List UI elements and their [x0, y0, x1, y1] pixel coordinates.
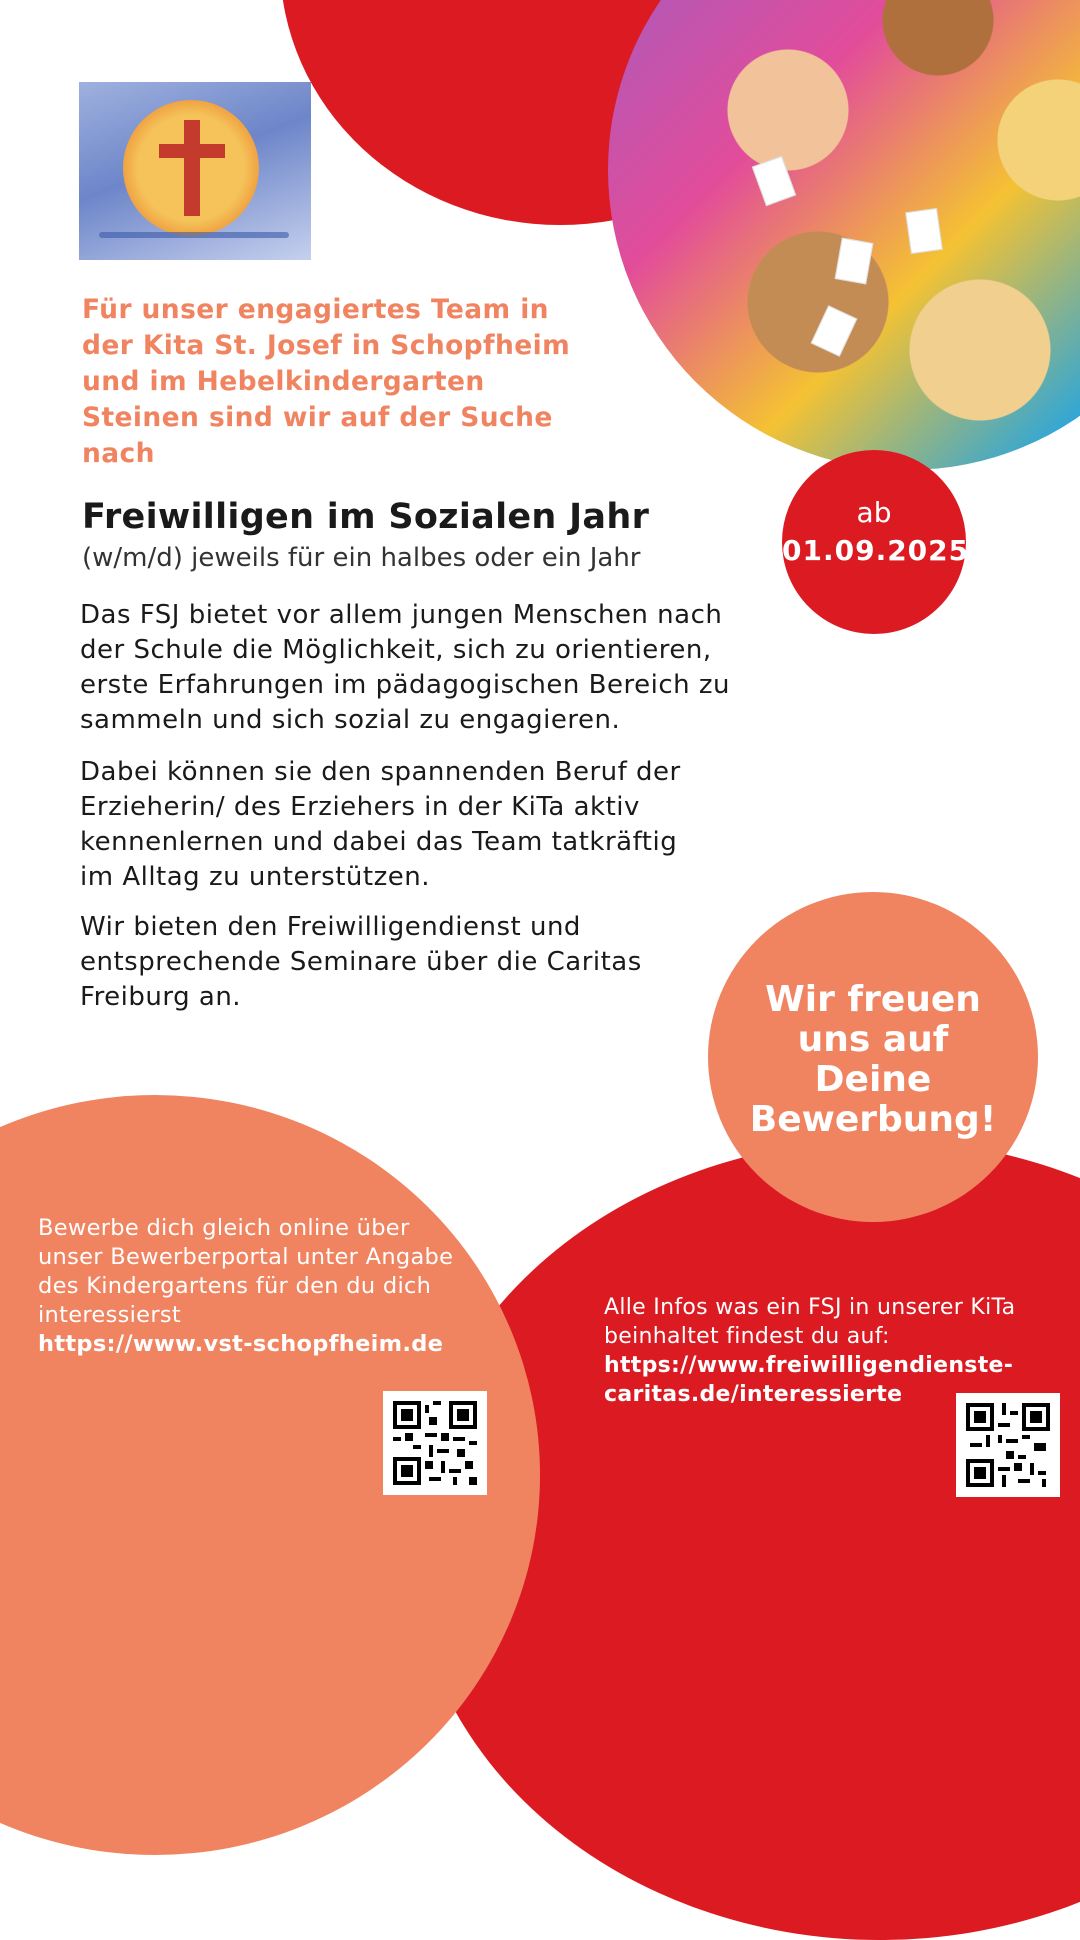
photo-card: [905, 208, 943, 254]
page-title: Freiwilligen im Sozialen Jahr: [82, 497, 650, 537]
qr-code-left-icon: [393, 1401, 477, 1485]
cta-badge: [708, 892, 1038, 1222]
photo-card: [811, 305, 858, 357]
apply-link[interactable]: https://www.vst-schopfheim.de: [38, 1331, 444, 1357]
qr-code-icon[interactable]: [383, 1391, 487, 1495]
cta-text: Wir freuen uns auf Deine Bewerbung!: [749, 979, 997, 1140]
photo-card: [835, 238, 874, 285]
paragraph-fsj: Das FSJ bietet vor allem jungen Menschen nach der Schule die Möglichkeit, sich zu orientieren, erste Erfahrungen im pädagogischen Bereich zu sammeln und sich sozial zu engagieren.: [80, 600, 730, 735]
cross-icon-bar: [159, 144, 225, 158]
photo-card: [752, 156, 796, 206]
subtitle: (w/m/d) jeweils für ein halbes oder ein Jahr: [82, 543, 641, 573]
paragraph-caritas: Wir bieten den Freiwilligendienst und entsprechende Seminare über die Caritas Freiburg an.: [80, 912, 642, 1012]
qr-code-icon[interactable]: [956, 1393, 1060, 1497]
info-link[interactable]: https://www.freiwilligendienste- caritas.de/interessierte: [604, 1353, 1014, 1407]
children-photo: [608, 0, 1080, 470]
info-text: Alle Infos was ein FSJ in unserer KiTa beinhaltet findest du auf:: [604, 1295, 1016, 1349]
qr-code-right-icon: [966, 1403, 1050, 1487]
intro-text: Für unser engagiertes Team in der Kita St. Josef in Schopfheim und im Hebelkindergarten Steinen sind wir auf der Suche nach: [82, 294, 571, 469]
info-block: [604, 1293, 1064, 1409]
start-date-prefix: ab: [856, 496, 892, 529]
logo-ground-line: [99, 232, 289, 238]
apply-block: [38, 1214, 478, 1359]
paragraph-erzieher: Dabei können sie den spannenden Beruf der Erzieherin/ des Erziehers in der KiTa aktiv kennenlernen und dabei das Team tatkräftig im Alltag zu unterstützen.: [80, 757, 681, 892]
cross-icon: [184, 120, 200, 216]
kita-logo: [79, 82, 311, 260]
start-date-badge: [782, 450, 970, 634]
start-date-value: 01.09.2025: [782, 534, 970, 567]
apply-text: Bewerbe dich gleich online über unser Bewerberportal unter Angabe des Kindergartens für den du dich interessierst: [38, 1215, 454, 1328]
